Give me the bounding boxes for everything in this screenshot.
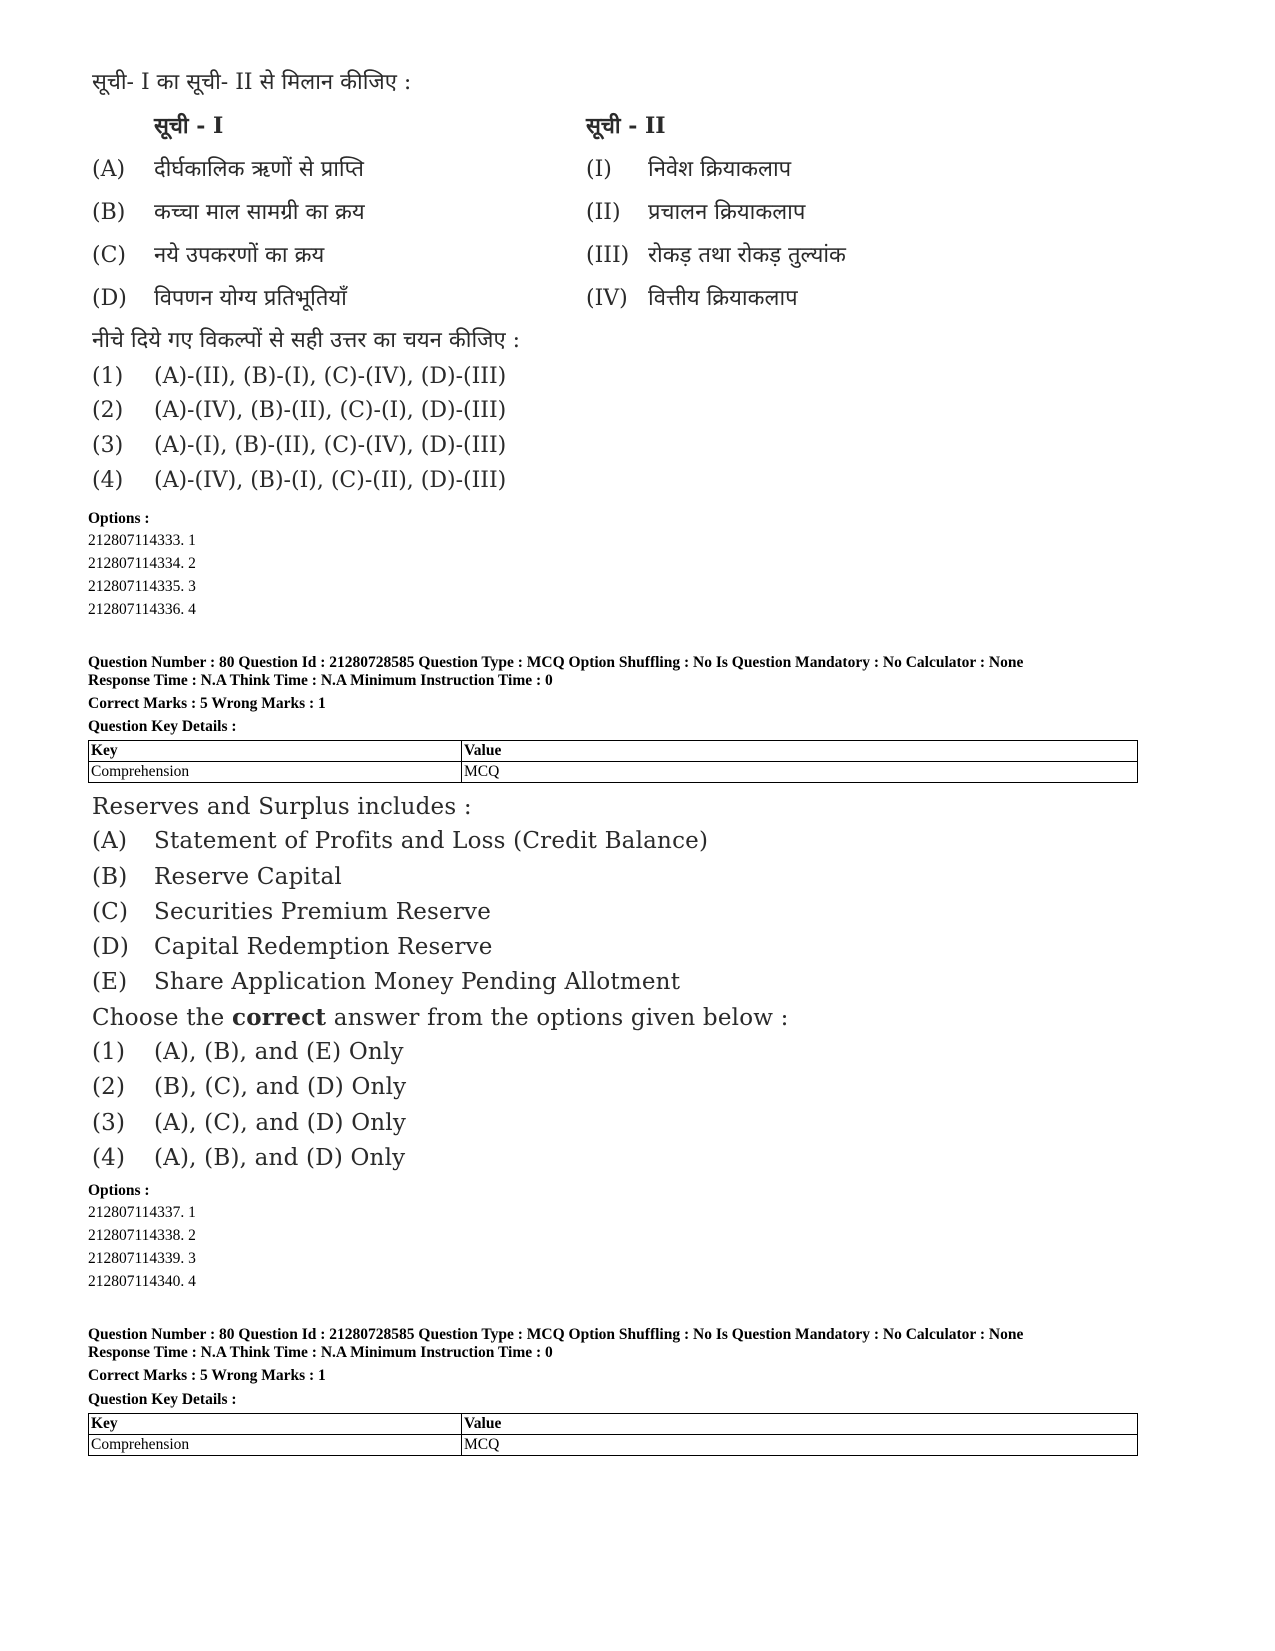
row-left-tag: (D) xyxy=(92,286,127,311)
question-meta-line: Response Time : N.A Think Time : N.A Minimum Instruction Time : 0 xyxy=(88,1344,553,1361)
item-text: Securities Premium Reserve xyxy=(154,899,492,925)
answer-choice xyxy=(92,1039,404,1065)
marks-line: Correct Marks : 5 Wrong Marks : 1 xyxy=(88,695,326,712)
row-left-text: नये उपकरणों का क्रय xyxy=(154,243,325,268)
answer-text: (B), (C), and (D) Only xyxy=(154,1074,407,1100)
row-right-text: वित्तीय क्रियाकलाप xyxy=(648,286,798,311)
row-right-tag: (IV) xyxy=(586,286,628,311)
marks-line: Correct Marks : 5 Wrong Marks : 1 xyxy=(88,1367,326,1384)
option-id: 212807114338. 2 xyxy=(88,1227,196,1244)
answer-text: (A), (B), and (E) Only xyxy=(154,1039,404,1065)
item-tag: (B) xyxy=(92,864,128,890)
answer-choice xyxy=(92,1145,405,1171)
options-label: Options : xyxy=(88,510,150,527)
question-meta-line: Question Number : 80 Question Id : 21280728585 Question Type : MCQ Option Shuffling : No Is Question Mandatory : No Calculator : None xyxy=(88,654,1024,671)
row-left-text: कच्चा माल सामग्री का क्रय xyxy=(154,200,365,225)
answer-text: (A)-(I), (B)-(II), (C)-(IV), (D)-(III) xyxy=(154,433,507,458)
option-id: 212807114340. 4 xyxy=(88,1273,196,1290)
list1-title: सूची - I xyxy=(154,113,224,139)
answer-number: (2) xyxy=(92,398,124,423)
option-id: 212807114333. 1 xyxy=(88,532,196,549)
table-cell-key: Comprehension xyxy=(89,1435,462,1456)
list-row xyxy=(92,282,347,312)
answer-choice xyxy=(92,468,506,493)
question-intro: Reserves and Surplus includes : xyxy=(92,794,472,820)
row-right-text: रोकड़ तथा रोकड़ तुल्यांक xyxy=(648,243,846,268)
row-left-tag: (A) xyxy=(92,157,126,182)
answer-text: (A), (B), and (D) Only xyxy=(154,1145,406,1171)
row-right-text: निवेश क्रियाकलाप xyxy=(648,157,792,182)
table-row xyxy=(89,1435,1138,1456)
list-row xyxy=(92,196,365,226)
answer-choice xyxy=(92,1110,406,1136)
answer-choice xyxy=(92,433,506,458)
option-id: 212807114334. 2 xyxy=(88,555,196,572)
choose-instruction xyxy=(92,1004,789,1031)
item-tag: (D) xyxy=(92,934,129,960)
option-id: 212807114335. 3 xyxy=(88,578,196,595)
table-header-key: Key xyxy=(89,741,462,762)
key-details-label: Question Key Details : xyxy=(88,1391,237,1408)
table-header-value: Value xyxy=(462,1414,1138,1435)
list-row xyxy=(92,239,324,269)
item-text: Capital Redemption Reserve xyxy=(154,934,493,960)
question-meta-line: Question Number : 80 Question Id : 21280728585 Question Type : MCQ Option Shuffling : No Is Question Mandatory : No Calculator : None xyxy=(88,1326,1024,1343)
answer-number: (3) xyxy=(92,433,124,458)
answer-number: (1) xyxy=(92,364,124,389)
item-tag: (C) xyxy=(92,899,129,925)
item-tag: (A) xyxy=(92,828,128,854)
list-row xyxy=(92,153,364,183)
option-id: 212807114339. 3 xyxy=(88,1250,196,1267)
statement-item xyxy=(92,899,491,925)
row-right-tag: (II) xyxy=(586,200,621,225)
option-id: 212807114337. 1 xyxy=(88,1204,196,1221)
key-details-table xyxy=(88,1413,1138,1456)
list-row xyxy=(586,239,846,269)
answer-text: (A)-(II), (B)-(I), (C)-(IV), (D)-(III) xyxy=(154,364,507,389)
choose-text-bold: correct xyxy=(232,1004,327,1031)
table-header-row xyxy=(89,1414,1138,1435)
list2-title: सूची - II xyxy=(586,113,666,139)
table-header-row xyxy=(89,741,1138,762)
row-left-text: दीर्घकालिक ऋणों से प्राप्ति xyxy=(154,157,364,182)
statement-item xyxy=(92,934,493,960)
options-label: Options : xyxy=(88,1182,150,1199)
item-text: Statement of Profits and Loss (Credit Balance) xyxy=(154,828,709,854)
list-row xyxy=(586,196,805,226)
statement-item xyxy=(92,864,342,890)
answer-number: (3) xyxy=(92,1110,126,1136)
item-tag: (E) xyxy=(92,969,128,995)
row-right-tag: (III) xyxy=(586,243,630,268)
table-row xyxy=(89,762,1138,783)
row-left-text: विपणन योग्य प्रतिभूतियाँ xyxy=(154,286,347,311)
answer-number: (4) xyxy=(92,468,124,493)
question-meta-line: Response Time : N.A Think Time : N.A Minimum Instruction Time : 0 xyxy=(88,672,553,689)
table-header-value: Value xyxy=(462,741,1138,762)
answer-choice xyxy=(92,398,506,423)
row-left-tag: (C) xyxy=(92,243,126,268)
question-instruction: सूची- I का सूची- II से मिलान कीजिए : xyxy=(92,70,412,95)
row-right-tag: (I) xyxy=(586,157,612,182)
key-details-table xyxy=(88,740,1138,783)
statement-item xyxy=(92,828,708,854)
table-cell-value: MCQ xyxy=(462,1435,1138,1456)
row-right-text: प्रचालन क्रियाकलाप xyxy=(648,200,806,225)
answer-number: (2) xyxy=(92,1074,126,1100)
choose-text-pre: Choose the xyxy=(92,1005,233,1031)
answer-text: (A)-(IV), (B)-(I), (C)-(II), (D)-(III) xyxy=(154,468,507,493)
table-cell-value: MCQ xyxy=(462,762,1138,783)
statement-item xyxy=(92,969,680,995)
answer-number: (1) xyxy=(92,1039,126,1065)
list-row xyxy=(586,153,791,183)
item-text: Reserve Capital xyxy=(154,864,342,890)
option-id: 212807114336. 4 xyxy=(88,601,196,618)
answer-choice xyxy=(92,364,506,389)
list-row xyxy=(586,282,798,312)
table-cell-key: Comprehension xyxy=(89,762,462,783)
key-details-label: Question Key Details : xyxy=(88,718,237,735)
answer-text: (A)-(IV), (B)-(II), (C)-(I), (D)-(III) xyxy=(154,398,507,423)
table-header-key: Key xyxy=(89,1414,462,1435)
choose-instruction: नीचे दिये गए विकल्पों से सही उत्तर का चयन कीजिए : xyxy=(92,328,521,353)
answer-number: (4) xyxy=(92,1145,126,1171)
row-left-tag: (B) xyxy=(92,200,126,225)
answer-text: (A), (C), and (D) Only xyxy=(154,1110,407,1136)
answer-choice xyxy=(92,1074,406,1100)
item-text: Share Application Money Pending Allotment xyxy=(154,969,681,995)
choose-text-post: answer from the options given below : xyxy=(326,1005,789,1031)
